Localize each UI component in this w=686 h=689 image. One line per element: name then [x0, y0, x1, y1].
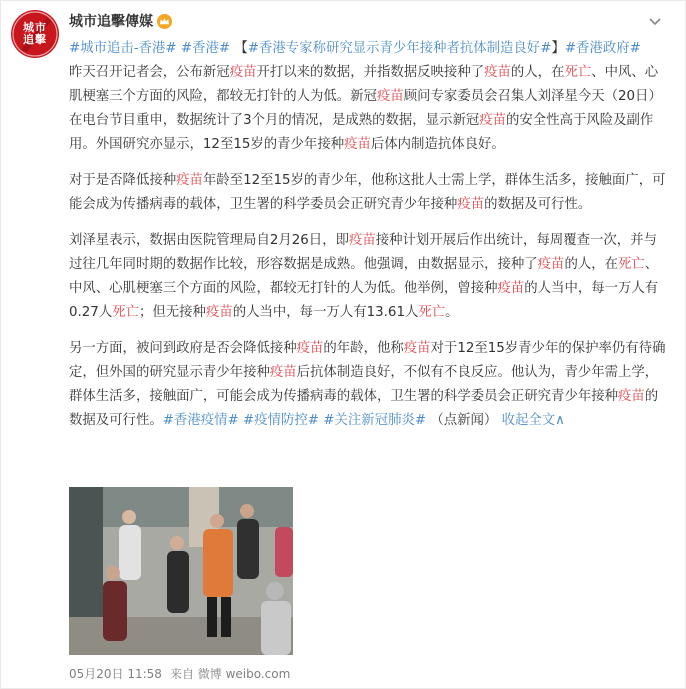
topic-link-epidemic-control[interactable]: #疫情防控# — [243, 413, 320, 428]
text-segment: 接种计划开展后作出统计，每周覆查一次，并与过往几年同时期的数据作比较，形容数据是成熟。他强调，由数据显示，接种了 — [69, 233, 657, 272]
avatar-text-top: 城市 — [23, 21, 47, 34]
text-segment: 的年龄，他称 — [323, 341, 404, 356]
crowd-photo-image — [69, 487, 293, 655]
topic-link-headline[interactable]: #香港专家称研究显示青少年接种者抗体制造良好# — [247, 41, 552, 56]
vip-crown-icon[interactable] — [157, 14, 172, 29]
keyword-vaccine: 疫苗 — [497, 281, 525, 296]
text-segment: 的人当中，每一万人有0.27人 — [69, 281, 659, 320]
post-paragraph-2 — [69, 169, 669, 217]
text-segment: 刘泽星表示，数据由医院管理局自2月26日，即 — [69, 233, 349, 248]
text-segment: 年龄至12至15岁的青少年，他称这批人士需上学，群体生活多，接触面广，可能会成为传播病毒的载体，卫生署的科学委员会正研究青少年接种 — [69, 173, 666, 212]
text-segment: 。 — [445, 305, 459, 320]
keyword-vaccine: 疫苗 — [344, 137, 371, 152]
topic-link-hongkong[interactable]: #香港# — [180, 41, 231, 56]
post-body — [69, 37, 669, 445]
text-segment: ；但无接种 — [139, 305, 206, 320]
keyword-vaccine: 疫苗 — [537, 257, 565, 272]
keyword-death: 死亡 — [112, 305, 139, 320]
text-segment: 对于12至15岁青少年的保护率仍有待确定，但外国的研究显示青少年接种 — [69, 341, 666, 380]
keyword-death: 死亡 — [618, 257, 645, 272]
text-segment: 后体内制造抗体良好。 — [370, 137, 505, 152]
post-photo-crowd[interactable] — [69, 487, 293, 655]
keyword-vaccine: 疫苗 — [269, 365, 297, 380]
keyword-death: 死亡 — [564, 65, 592, 80]
text-segment: 昨天召开记者会，公布新冠 — [69, 65, 230, 80]
text-segment: 的数据及可行性。 — [69, 389, 659, 428]
keyword-vaccine: 疫苗 — [348, 233, 376, 248]
keyword-vaccine: 疫苗 — [376, 89, 404, 104]
author-avatar[interactable] — [11, 10, 59, 58]
source-label: （点新闻） — [430, 413, 498, 428]
text-segment: 的人，在 — [564, 257, 619, 272]
text-segment: 顾问专家委员会召集人刘泽星今天（20日）在电台节目重申，数据统计了3个月的情况，是成熟的数据，显示新冠 — [69, 89, 662, 128]
keyword-vaccine: 疫苗 — [479, 113, 507, 128]
keyword-vaccine: 疫苗 — [176, 173, 203, 188]
text-segment: 开打以来的数据，并指数据反映接种了 — [256, 65, 485, 80]
topic-link-hk-government[interactable]: #香港政府# — [564, 41, 641, 56]
text-segment: 另一方面，被问到政府是否会降低接种 — [69, 341, 297, 356]
avatar-text-bottom: 追擊 — [23, 33, 47, 46]
keyword-vaccine: 疫苗 — [205, 305, 233, 320]
keyword-vaccine: 疫苗 — [618, 389, 645, 404]
keyword-vaccine: 疫苗 — [296, 341, 324, 356]
keyword-vaccine: 疫苗 — [403, 341, 431, 356]
topic-link-city-chase[interactable]: #城市追击-香港# — [69, 41, 177, 56]
keyword-vaccine: 疫苗 — [229, 65, 257, 80]
text-segment: 、中风、心肌梗塞三个方面的风险，都较无打针的人为低。他举例，曾接种 — [69, 257, 659, 296]
text-segment: 后抗体制造良好，不似有不良反应。他认为，青少年需上学，群体生活多，接触面广，可能会成为传播病毒的载体，卫生署的科学委员会正研究青少年接种 — [69, 365, 659, 404]
text-segment: 的安全性高于风险及副作用。外国研究亦显示，12至15岁的青少年接种 — [69, 113, 654, 152]
keyword-vaccine: 疫苗 — [457, 197, 485, 212]
bracket-close: 】 — [551, 41, 565, 56]
post-meta — [69, 665, 290, 682]
author-name[interactable]: 城市追擊傳媒 — [69, 14, 153, 30]
post-paragraph-1 — [69, 37, 669, 157]
text-segment: 的人当中，每一万人有13.61人 — [232, 305, 419, 320]
text-segment: 的人，在 — [510, 65, 565, 80]
chevron-down-icon[interactable] — [647, 13, 663, 29]
bracket-open: 【 — [234, 41, 248, 56]
keyword-vaccine: 疫苗 — [484, 65, 511, 80]
post-paragraph-4 — [69, 337, 669, 433]
author-row — [69, 12, 172, 30]
text-segment: 对于是否降低接种 — [69, 173, 177, 188]
post-paragraph-3 — [69, 229, 669, 325]
post-timestamp[interactable]: 05月20日 11:58 — [69, 667, 162, 681]
text-segment: 、中风、心肌梗塞三个方面的风险，都较无打针的人为低。新冠 — [69, 65, 659, 104]
topic-link-covid-attention[interactable]: #关注新冠肺炎# — [323, 413, 427, 428]
text-segment: 的数据及可行性。 — [484, 197, 592, 212]
collapse-text-link[interactable]: 收起全文∧ — [501, 413, 565, 428]
topic-link-hk-epidemic[interactable]: #香港疫情# — [162, 413, 239, 428]
keyword-death: 死亡 — [418, 305, 446, 320]
post-source: 来自 微博 weibo.com — [169, 667, 291, 681]
